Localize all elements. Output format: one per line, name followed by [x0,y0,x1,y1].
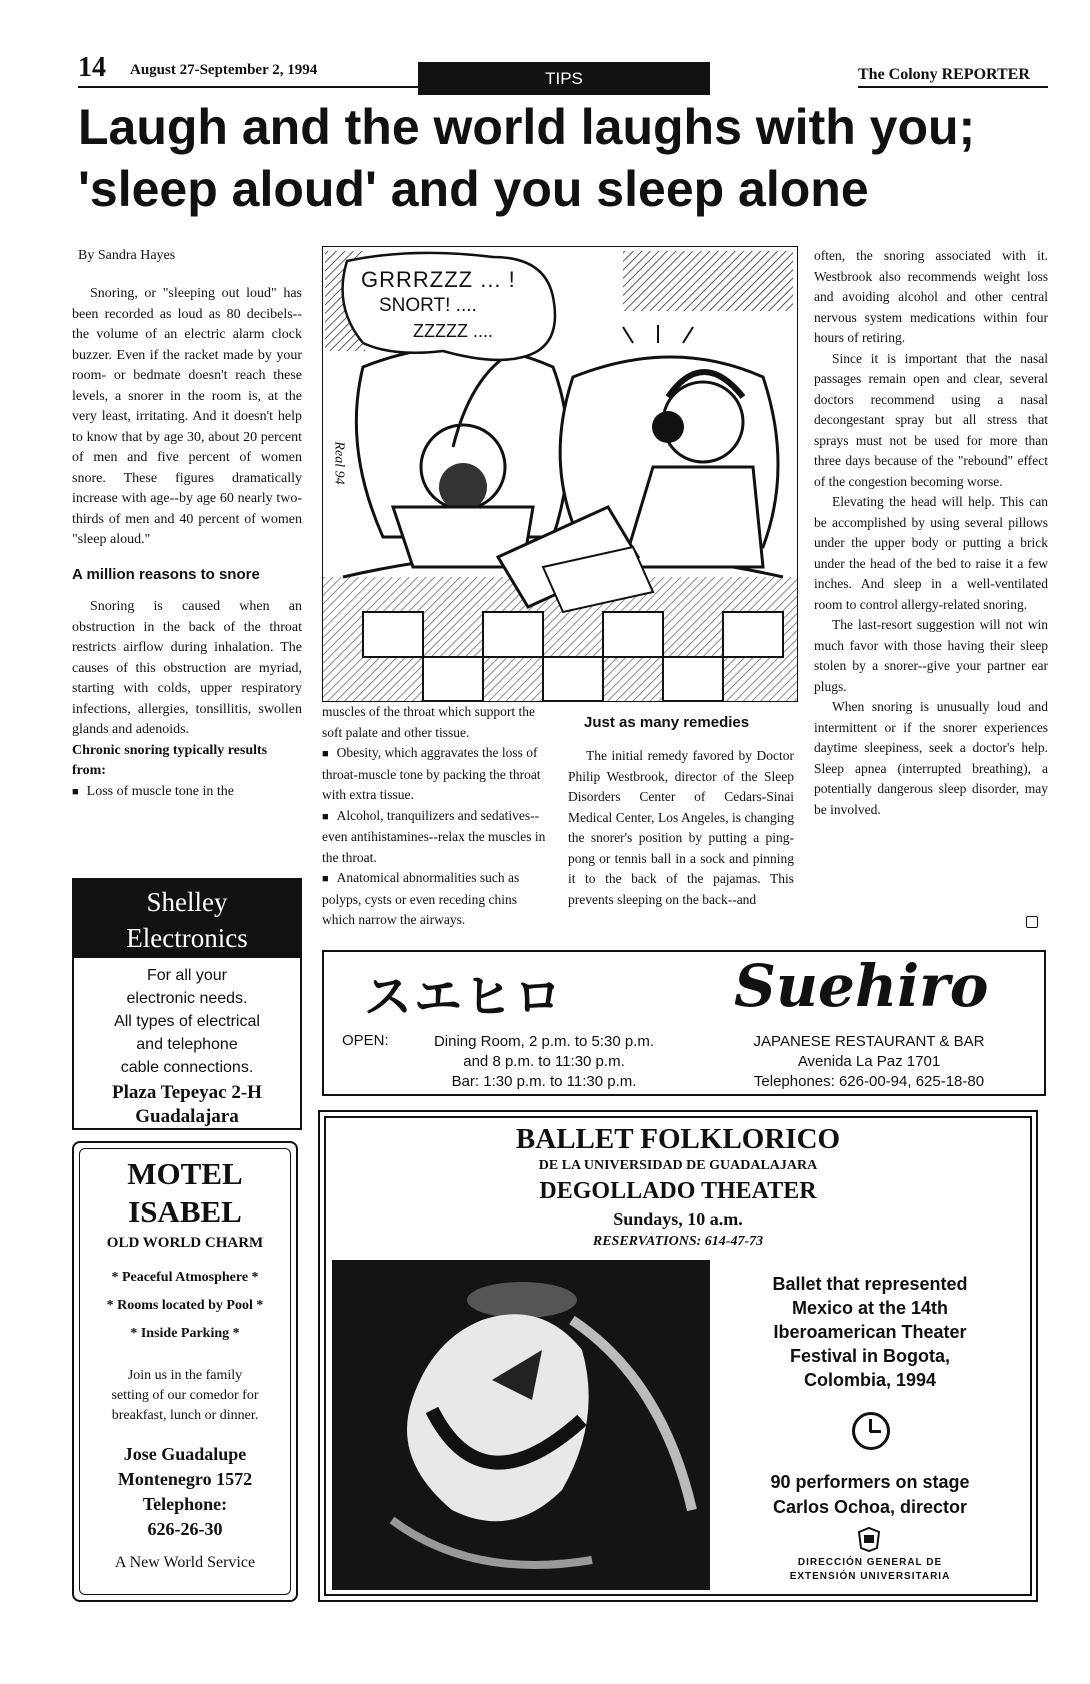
article-paragraph: The last-resort suggestion will not win much favor with those having their sleep stolen by a snorer--give your partner ear plugs. [814,617,1048,694]
ballet-performers-line: 90 performers on stage [770,1472,970,1492]
motel-title-line: ISABEL [128,1194,242,1229]
shelley-title-2: Electronics [126,923,248,953]
shelley-electronics-ad [72,878,302,1130]
page-number: 14 [78,52,106,83]
article-column-2 [322,702,548,931]
suehiro-open-label: OPEN: [342,1032,389,1049]
motel-invite-line: Join us in the family [127,1368,243,1383]
ballet-desc-line: Ballet that represented [772,1274,968,1294]
cartoon-illustration [322,246,798,702]
clock-hand-icon [870,1430,881,1433]
shelley-line: All types of electrical [114,1013,260,1030]
ballet-organizer-line: DIRECCIÓN GENERAL DE [797,1557,943,1568]
end-mark-icon [1026,916,1038,928]
article-paragraph: often, the snoring associated with it. Westbrook also recommends weight loss and avoiding alcohol and other central nervous system medications within four hours of retiring. [814,248,1048,345]
motel-address-line: Telephone: [142,1494,228,1514]
bullet-item: ■ Obesity, which aggravates the loss of throat-muscle tone by packing the throat with extra tissue. [322,743,548,806]
article-paragraph: Elevating the head will help. This can be accomplished by using several pillows under the upper body or putting a brick under the head of the bed to raise it a few inches. And sleep in a well-ventilated room to control allergy-related snoring. [814,494,1048,612]
motel-invite-line: setting of our comedor for [111,1388,259,1403]
suehiro-script-logo: Suehiro [734,952,989,1020]
suehiro-type: JAPANESE RESTAURANT & BAR [753,1033,985,1050]
headline-line-1: Laugh and the world laughs with you; [78,99,976,155]
speech-line-1: GRRRZZZ ... ! [361,267,516,292]
ballet-description [720,1272,1020,1392]
motel-subtitle: OLD WORLD CHARM [106,1235,264,1251]
article-paragraph: muscles of the throat which support the soft palate and other tissue. [322,704,535,740]
crest-svg [856,1526,882,1552]
ballet-organizer [720,1556,1020,1584]
shelley-line: For all your [146,967,228,984]
shelley-body [74,964,300,1079]
motel-inner-border [79,1148,291,1595]
article-paragraph: The initial remedy favored by Doctor Philip Westbrook, director of the Sleep Disorders Center of Cedars-Sinai Medical Center, Los Angeles, is changing the snorer's position by putting a ping-pong or tennis ball in a sock and pinning it to the back of the pajamas. This prevents sleeping on the back--and [568,748,794,907]
shelley-address [74,1081,300,1129]
motel-isabel-ad [72,1141,298,1602]
ballet-university: DE LA UNIVERSIDAD DE GUADALAJARA [538,1158,818,1173]
motel-tagline: A New World Service [114,1554,256,1571]
shelley-line: and telephone [136,1036,238,1053]
ballet-performers [720,1470,1020,1520]
ballet-dancer-photo [332,1260,710,1590]
suehiro-address: Avenida La Paz 1701 [797,1053,941,1070]
clock-icon [852,1412,890,1450]
suehiro-info [704,1032,1034,1092]
suehiro-hours-line: Bar: 1:30 p.m. to 11:30 p.m. [451,1073,637,1090]
bullet-item: ■ Loss of muscle tone in the [72,782,302,803]
motel-feature: * Peaceful Atmosphere * [111,1270,259,1285]
ballet-heading [320,1122,1036,1252]
suehiro-hours-line: and 8 p.m. to 11:30 p.m. [463,1053,625,1070]
university-crest-icon [856,1526,882,1552]
chronic-lead: Chronic snoring typically results from: [72,742,268,778]
article-column-1 [72,284,302,802]
shelley-line: electronic needs. [126,990,248,1007]
speech-line-3: ZZZZZ .... [413,321,493,341]
byline: By Sandra Hayes [78,248,176,263]
article-paragraph: Since it is important that the nasal passages remain open and clear, several doctors recommend using a nasal decongestant spray but all stress that sprays must not be used for more than three days because of the "rebound" effect of the congestion becoming worse. [814,350,1048,489]
speech-line-2: SNORT! .... [379,295,477,316]
dancer-silhouette [332,1260,710,1590]
headline-line-2: 'sleep aloud' and you sleep alone [78,161,869,217]
section-label: TIPS [418,62,710,95]
publication-name: The Colony REPORTER [858,66,1030,83]
issue-date: August 27-September 2, 1994 [130,62,318,78]
article-column-3 [568,746,794,910]
motel-title-line: MOTEL [127,1156,243,1191]
subhead-remedies: Just as many remedies [584,714,750,731]
shelley-address-line: Guadalajara [135,1106,239,1127]
motel-feature: * Inside Parking * [130,1326,240,1341]
suehiro-japanese-logo: スエヒロ [364,969,565,1025]
header-rule-right [858,86,1048,88]
suehiro-ad [322,950,1046,1096]
motel-invite-line: breakfast, lunch or dinner. [111,1408,259,1423]
shelley-header [74,880,300,958]
ballet-venue: DEGOLLADO THEATER [539,1178,817,1204]
motel-address-line: 626-26-30 [147,1519,223,1539]
ballet-reservations: RESERVATIONS: 614-47-73 [592,1234,764,1249]
article-paragraph: Snoring is caused when an obstruction in the back of the throat restricts airflow during inhalation. The causes of this obstruction are myriad, starting with colds, upper respiratory infections, allergies, tonsillitis, swollen glands and adenoids. [72,599,302,737]
article-column-4 [814,246,1048,820]
ballet-performers-line: Carlos Ochoa, director [772,1497,968,1517]
subhead-million-reasons: A million reasons to snore [72,565,260,583]
article-paragraph: When snoring is unusually loud and intermittent or if the snorer experiences daytime sleepiness, seek a doctor's help. Sleep apnea (interrupted breathing), a potentially dangerous sleep disorder, may be involved. [814,699,1048,817]
ballet-desc-line: Festival in Bogota, [789,1346,951,1366]
motel-address-line: Montenegro 1572 [117,1469,253,1489]
ballet-folklorico-ad [318,1110,1038,1602]
ballet-schedule: Sundays, 10 a.m. [613,1209,743,1229]
suehiro-hours-line: Dining Room, 2 p.m. to 5:30 p.m. [433,1033,655,1050]
ballet-desc-line: Mexico at the 14th [791,1298,949,1318]
article-paragraph: Snoring, or "sleeping out loud" has been recorded as loud as 80 decibels--the volume of an electric alarm clock buzzer. Even if the racket made by your room- or bedmate doesn't reach these levels, a snorer in the room is, at the very least, irritating. And it doesn't help to know that by age 30, about 20 percent of men and five percent of women snore. These figures dramatically increase with age--by age 60 nearly two-thirds of men and 40 percent of women "sleep aloud." [72,286,302,547]
bullet-item: ■ Alcohol, tranquilizers and sedatives--even antihistamines--relax the muscles in the throat. [322,806,548,869]
shelley-address-line: Plaza Tepeyac 2-H [112,1082,262,1103]
bullet-item: ■ Anatomical abnormalities such as polyps, cysts or even receding chins which narrow the airways. [322,868,548,931]
header-rule-left [78,86,418,88]
shelley-line: cable connections. [120,1059,254,1076]
ballet-desc-line: Colombia, 1994 [803,1370,937,1390]
suehiro-phones: Telephones: 626-00-94, 625-18-80 [753,1073,985,1090]
ballet-organizer-line: EXTENSIÓN UNIVERSITARIA [789,1571,951,1582]
motel-address-line: Jose Guadalupe [123,1444,247,1464]
ballet-desc-line: Iberoamerican Theater [773,1322,967,1342]
motel-feature: * Rooms located by Pool * [106,1298,264,1313]
suehiro-hours [394,1032,694,1092]
shelley-title: Shelley [146,887,228,917]
ballet-title: BALLET FOLKLORICO [515,1123,841,1155]
cartoonist-signature: Real 94 [331,441,347,485]
